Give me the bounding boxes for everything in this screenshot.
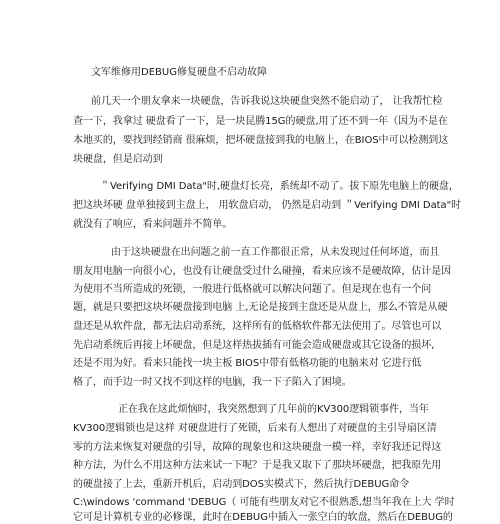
paragraph-line: 就没有了响应，看来问题并不简单。 — [73, 219, 233, 230]
document-title: 文军维修用DEBUG修复硬盘不启动故障 — [91, 67, 267, 78]
paragraph-line: 由于这块硬盘在出问题之前一直工作都很正常，从未发现过任何坏道，而且 — [111, 247, 440, 258]
paragraph-line: 还是不用为好。看来只能找一块主板 BIOS中带有低格功能的电脑来对 它进行低 — [73, 358, 422, 369]
paragraph-line: 种方法，为什么不用这种方法来试一下呢？于是我又取下了那块坏硬盘，把我原先用 — [73, 460, 442, 471]
paragraph-line: 朋友用电脑一向很小心，也没有让硬盘受过什么碰撞，看来应该不是硬故障，估计是因 — [73, 266, 452, 277]
paragraph-line: 块硬盘，但是启动到 — [73, 154, 163, 165]
paragraph-line: 的硬盘接了上去，重新开机后，启动到DOS实模式下，然后执行DEBUG命令 — [73, 479, 410, 490]
paragraph-line: KV300逻辑锁也是这样 对硬盘进行了死锁，后来有人想出了对硬盘的主引导扇区清 — [73, 423, 437, 434]
paragraph-line: 盘还是从软件盘，都无法启动系统，这样所有的低格软件都无法使用了。尽管也可以 — [73, 321, 442, 332]
paragraph-line: 正在我在这此烦恼时，我突然想到了几年前的KV300逻辑锁事件，当年 — [118, 404, 429, 415]
paragraph-line: 查一下，我拿过 硬盘看了一下，是一块昆腾15G的硬盘,用了还不到一年（因为不是在 — [73, 116, 448, 127]
paragraph-line: 本地买的，要找到经销商 很麻烦，把坏硬盘接到我的电脑上，在BIOS中可以检测到这 — [73, 135, 449, 146]
paragraph-line: 题，就是只要把这块坏硬盘接到电脑 上,无论是接到主盘还是从盘上，那么不管是从硬 — [73, 302, 448, 313]
paragraph-line: 它可是计算机专业的必修课，此时在DEBUG中插入一张空白的软盘，然后在DEBUG的 — [73, 512, 453, 523]
paragraph-line: C:\windows 'command 'DEBUG（ 可能有些朋友对它不很熟悉,想当年我在上大 学时 — [73, 497, 455, 508]
paragraph-line: 零的方法来恢复对硬盘的引导，故障的现象也和这块硬盘一模一样，幸好我还记得这 — [73, 442, 442, 453]
paragraph-line: 把这块坏硬 盘单独接到主盘上， 用软盘启动， 仍然是启动到 ＂Verifying DMI Data"时 — [73, 200, 462, 211]
paragraph-line: 前几天一个朋友拿来一块硬盘，告诉我说这块硬盘突然不能启动了， 让我帮忙检 — [91, 96, 443, 107]
paragraph-line: 格了，而手边一时又找不到这样的电脑，我一下子陷入了困境。 — [73, 377, 352, 388]
paragraph-line: ＂Verifying DMI Data"时,硬盘灯长亮，系统却不动了。拔下原先电脑上的硬盘， — [100, 181, 459, 192]
paragraph-line: 为使用不当所造成的死锁，一般进行低格就可以解决问题了。但是现在也有一个问 — [73, 284, 432, 295]
paragraph-line: 先启动系统后再接上坏硬盘，但是这样热拔插有可能会造成硬盘或其它设备的损坏, — [73, 340, 435, 351]
